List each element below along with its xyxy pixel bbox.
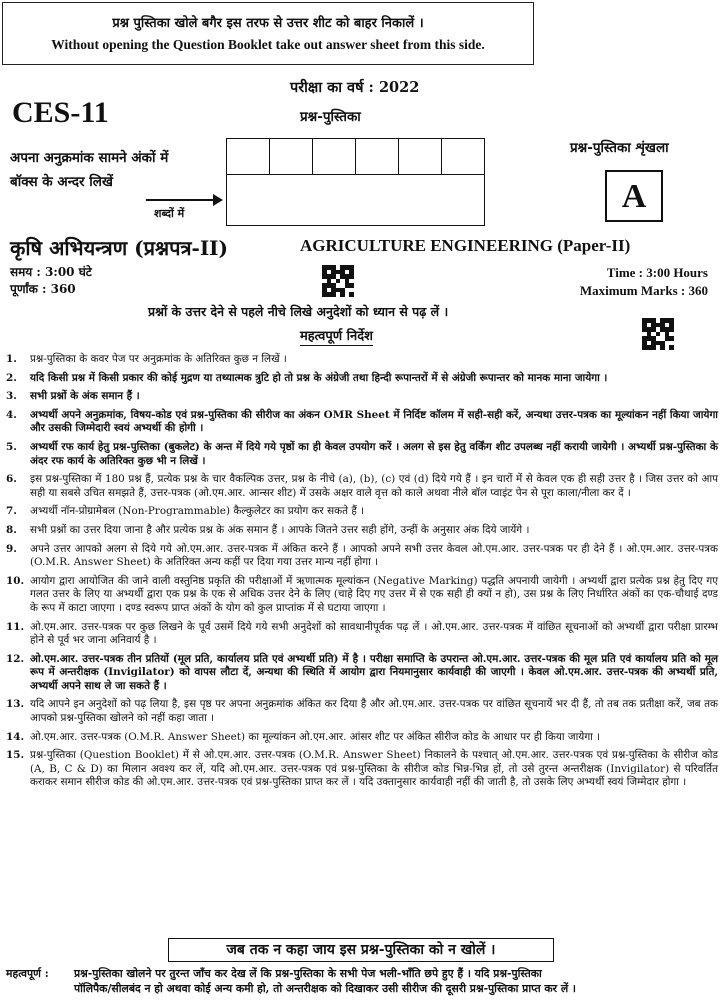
- instruction-number: 10.: [6, 574, 25, 587]
- series-letter: A: [605, 170, 663, 222]
- roll-digit-box[interactable]: [227, 139, 270, 175]
- instruction-text: अभ्यर्थी नॉन-प्रोग्रामेबल (Non-Programmable) कैल्कुलेटर का प्रयोग कर सकते हैं ।: [30, 505, 365, 518]
- instruction-number: 7.: [6, 505, 17, 518]
- instruction-item: [6, 524, 718, 538]
- instruction-item: [6, 353, 718, 367]
- instruction-text: ओ.एम.आर. उत्तर-पत्रक (O.M.R. Answer Sheet) का मूल्यांकन ओ.एम.आर. आंसर शीट पर अंकित सीरीज कोड के आधार पर ही किया जायेगा ।: [30, 730, 601, 743]
- instruction-text: ओ.एम.आर. उत्तर-पत्रक तीन प्रतियों (मूल प्रति, कार्यालय प्रति एवं अभ्यर्थी प्रति) में है । परीक्षा समाप्ति के उपरान्त ओ.एम.आर. उत्तर-पत्रक की मूल प्रति एवं कार्यालय प्रति को मूल रूप में अन्तरीक्षक (Invigilator) को वापस लौटा दें, अन्यथा की स्थिति में आयोग द्वारा नियमानुसार कार्यवाही की जाएगी । केवल ओ.एम.आर. उत्तर-पत्रक की अभ्यर्थी प्रति, अभ्यर्थी अपने साथ ले जा सकते हैं ।: [30, 652, 718, 692]
- qr-code-icon: [642, 318, 674, 350]
- important-note: [6, 966, 718, 996]
- time-hindi: समय : 3:00 घंटे: [10, 265, 92, 279]
- roll-number-boxes: [226, 138, 485, 175]
- instruction-item: [6, 698, 718, 725]
- roll-number-instruction: [10, 146, 168, 194]
- roll-instruction-line1: अपना अनुक्रमांक सामने अंकों में: [10, 150, 169, 166]
- instruction-number: 4.: [6, 408, 17, 421]
- arrow-line: [146, 199, 218, 201]
- exam-year: परीक्षा का वर्ष : 2022: [290, 79, 420, 96]
- instruction-number: 15.: [6, 749, 25, 762]
- instruction-item: [6, 731, 718, 745]
- instruction-text: सभी प्रश्नों का उत्तर दिया जाना है और प्रत्येक प्रश्न के अंक समान हैं । आपके जितने उत्तर सही होंगे, उन्हीं के अनुसार अंक दिये जायेंगे ।: [30, 523, 530, 536]
- instruction-number: 3.: [6, 390, 17, 403]
- important-instructions-heading: महत्वपूर्ण निर्देश: [300, 326, 373, 346]
- instruction-text: इस प्रश्न-पुस्तिका में 180 प्रश्न हैं, प्रत्येक प्रश्न के चार वैकल्पिक उत्तर, प्रश्न के नीचे (a), (b), (c) एवं (d) दिये गये हैं । इन चारों में से केवल एक ही सही उत्तर है । जिस उत्तर को आप सही या सबसे उचित समझते हैं, उत्तर-पत्रक (ओ.एम.आर. आन्सर शीट) में उसके अक्षर वाले वृत्त को काले अथवा नीले बॉल प्वाइंट पेन से पूरा काला/नीला कर दें ।: [30, 473, 718, 499]
- instruction-text: अपने उत्तर आपको अलग से दिये गये ओ.एम.आर. उत्तर-पत्रक में अंकित करने हैं । आपको अपने सभी उत्तर केवल ओ.एम.आर. उत्तर-पत्रक पर ही देने हैं । ओ.एम.आर. उत्तर-पत्रक (O.M.R. Answer Sheet) के अतिरिक्त अन्य कहीं पर दिया गया उत्तर मान्य नहीं होगा ।: [30, 542, 718, 569]
- booklet-title: प्रश्न-पुस्तिका: [300, 109, 361, 125]
- instruction-number: 11.: [6, 620, 25, 633]
- instruction-number: 5.: [6, 440, 17, 453]
- instruction-item: [6, 749, 718, 790]
- roll-digit-box[interactable]: [356, 139, 399, 175]
- instruction-text: ओ.एम.आर. उत्तर-पत्रक पर कुछ लिखने के पूर्व उसमें दिये गये सभी अनुदेशों को सावधानीपूर्वक पढ़ लें । ओ.एम.आर. उत्तर-पत्रक में वांछित सूचनाओं को अभ्यर्थी द्वारा परीक्षा प्रारम्भ होने से पूर्व भर जाना अनिवार्य है ।: [30, 620, 718, 647]
- instruction-text: यदि आपने इन अनुदेशों को पढ़ लिया है, इस पृष्ठ पर अपना अनुक्रमांक अंकित कर दिया है और ओ.एम.आर. उत्तर-पत्रक पर वांछित सूचनायें भर दी हैं, तो तब तक प्रतीक्षा करें, जब तक आपको प्रश्न-पुस्तिका खोलने को नहीं कहा जाता ।: [30, 698, 718, 725]
- instruction-number: 8.: [6, 523, 17, 536]
- instruction-text: प्रश्न-पुस्तिका (Question Booklet) में से ओ.एम.आर. उत्तर-पत्रक (O.M.R. Answer Sheet) निकालने के पश्चात् ओ.एम.आर. उत्तर-पत्रक एवं प्रश्न-पुस्तिका के सीरीज कोड (A, B, C & D) का मिलान अवश्य कर लें, यदि ओ.एम.आर. उत्तर-पत्रक एवं प्रश्न-पुस्तिका के सीरीज कोड भिन्न-भिन्न हों, तो उसे तुरन्त अन्तरीक्षक (Invigilator) से परिवर्तित कराकर समान सीरीज कोड की ओ.एम.आर. उत्तर-पत्रक एवं प्रश्न-पुस्तिका प्राप्त कर लें । यदि उक्तानुसार कार्यवाही नहीं की जाती है, तो उसके लिए अभ्यर्थी स्वयं जिम्मेदार होगा ।: [30, 749, 718, 789]
- arrow-right-icon: [213, 194, 223, 206]
- instruction-item: [6, 372, 718, 386]
- instruction-number: 1.: [6, 353, 17, 365]
- in-words-label: शब्दों में: [154, 207, 185, 220]
- series-label: प्रश्न-पुस्तिका शृंखला: [570, 140, 669, 156]
- instructions-list: [6, 353, 718, 795]
- subject-english: AGRICULTURE ENGINEERING (Paper-II): [300, 236, 631, 255]
- instruction-number: 2.: [6, 371, 17, 384]
- marks-hindi: पूर्णांक : 360: [10, 282, 76, 296]
- note-line1: प्रश्न-पुस्तिका खोलने पर तुरन्त जाँच कर देख लें कि प्रश्न-पुस्तिका के सभी पेज भली-भाँति छपे हुए हैं । यदि प्रश्न-पुस्तिका: [74, 967, 542, 980]
- subject-hindi: कृषि अभियन्त्रण (प्रश्नपत्र-II): [10, 236, 229, 260]
- instruction-number: 12.: [6, 652, 25, 665]
- instruction-item: [6, 409, 718, 436]
- instruction-item: [6, 543, 718, 570]
- roll-instruction-line2: बॉक्स के अन्दर लिखें: [10, 174, 113, 190]
- paper-code: CES-11: [12, 96, 109, 129]
- roll-digit-box[interactable]: [399, 139, 442, 175]
- note-label: महत्वपूर्ण :: [6, 967, 49, 980]
- instruction-text: प्रश्न-पुस्तिका के कवर पेज पर अनुक्रमांक के अतिरिक्त कुछ न लिखें ।: [30, 353, 287, 365]
- instruction-item: [6, 505, 718, 519]
- instruction-number: 13.: [6, 698, 25, 711]
- tear-off-banner: [2, 2, 534, 65]
- do-not-open-notice: जब तक न कहा जाय इस प्रश्न-पुस्तिका को न खोलें ।: [168, 938, 554, 962]
- instruction-text: अभ्यर्थी रफ कार्य हेतु प्रश्न-पुस्तिका (बुकलेट) के अन्त में दिये गये पृष्ठों का ही केवल उपयोग करें । अलग से इस हेतु वर्किंग शीट उपलब्ध नहीं करायी जायेगी । अभ्यर्थी प्रश्न-पुस्तिका के अंदर रफ कार्य के अतिरिक्त कुछ भी न लिखें ।: [30, 440, 718, 467]
- roll-number-words-box[interactable]: [226, 174, 485, 226]
- time-english: Time : 3:00 Hours: [606, 265, 708, 280]
- time-marks-english: [580, 264, 708, 300]
- note-line2: पॉलिपैक/सीलबंद न हो अथवा कोई अन्य कमी हो, तो अन्तरीक्षक को दिखाकर उसी सीरीज की दूसरी प्रश्न-पुस्तिका प्राप्त कर लें ।: [74, 982, 577, 995]
- roll-digit-box[interactable]: [270, 139, 313, 175]
- instruction-text: अभ्यर्थी अपने अनुक्रमांक, विषय-कोड एवं प्रश्न-पुस्तिका की सीरीज का अंकन OMR Sheet में निर्दिष्ट कॉलम में सही-सही करें, अन्यथा उत्तर-पत्रक का मूल्यांकन नहीं किया जायेगा और उसकी जिम्मेदारी स्वयं अभ्यर्थी की होगी ।: [30, 408, 718, 435]
- instruction-text: यदि किसी प्रश्न में किसी प्रकार की कोई मुद्रण या तथ्यात्मक त्रुटि हो तो प्रश्न के अंग्रेजी तथा हिन्दी रूपान्तरों में से अंग्रेजी रूपान्तर को मानक माना जायेगा ।: [30, 371, 608, 384]
- time-marks-hindi: [10, 264, 92, 298]
- banner-english: Without opening the Question Booklet take out answer sheet from this side.: [51, 37, 485, 52]
- instruction-text: आयोग द्वारा आयोजित की जाने वाली वस्तुनिष्ठ प्रकृति की परीक्षाओं में ऋणात्मक मूल्यांकन (Negative Marking) पद्धति अपनायी जायेगी । अभ्यर्थी द्वारा प्रत्येक प्रश्न हेतु दिए गए गलत उत्तर के लिए या अभ्यर्थी द्वारा एक प्रश्न के एक से अधिक उत्तर देने के लिए (चाहे दिए गए उत्तर में से एक सही ही क्यों न हो), उस प्रश्न के लिए निर्धारित अंकों का एक-चौथाई दण्ड के रूप में काटा जाएगा । दण्ड स्वरूप प्राप्त अंकों के योग को कुल प्राप्तांक में से घटाया जाएगा ।: [30, 574, 718, 614]
- qr-code-icon: [322, 265, 354, 297]
- instruction-number: 14.: [6, 730, 25, 743]
- marks-english: Maximum Marks : 360: [579, 283, 708, 298]
- read-instruction: प्रश्नों के उत्तर देने से पहले नीचे लिखे अनुदेशों को ध्यान से पढ़ लें ।: [148, 304, 449, 319]
- roll-digit-box[interactable]: [442, 139, 485, 175]
- instruction-item: [6, 575, 718, 616]
- instruction-number: 9.: [6, 542, 17, 555]
- instruction-item: [6, 390, 718, 404]
- instruction-item: [6, 441, 718, 468]
- instruction-item: [6, 473, 718, 500]
- instruction-number: 6.: [6, 473, 17, 486]
- banner-hindi: प्रश्न पुस्तिका खोले बगैर इस तरफ से उत्तर शीट को बाहर निकालें ।: [112, 16, 424, 31]
- instruction-item: [6, 653, 718, 694]
- instruction-text: सभी प्रश्नों के अंक समान हैं ।: [30, 390, 140, 403]
- instruction-item: [6, 621, 718, 648]
- roll-digit-box[interactable]: [313, 139, 356, 175]
